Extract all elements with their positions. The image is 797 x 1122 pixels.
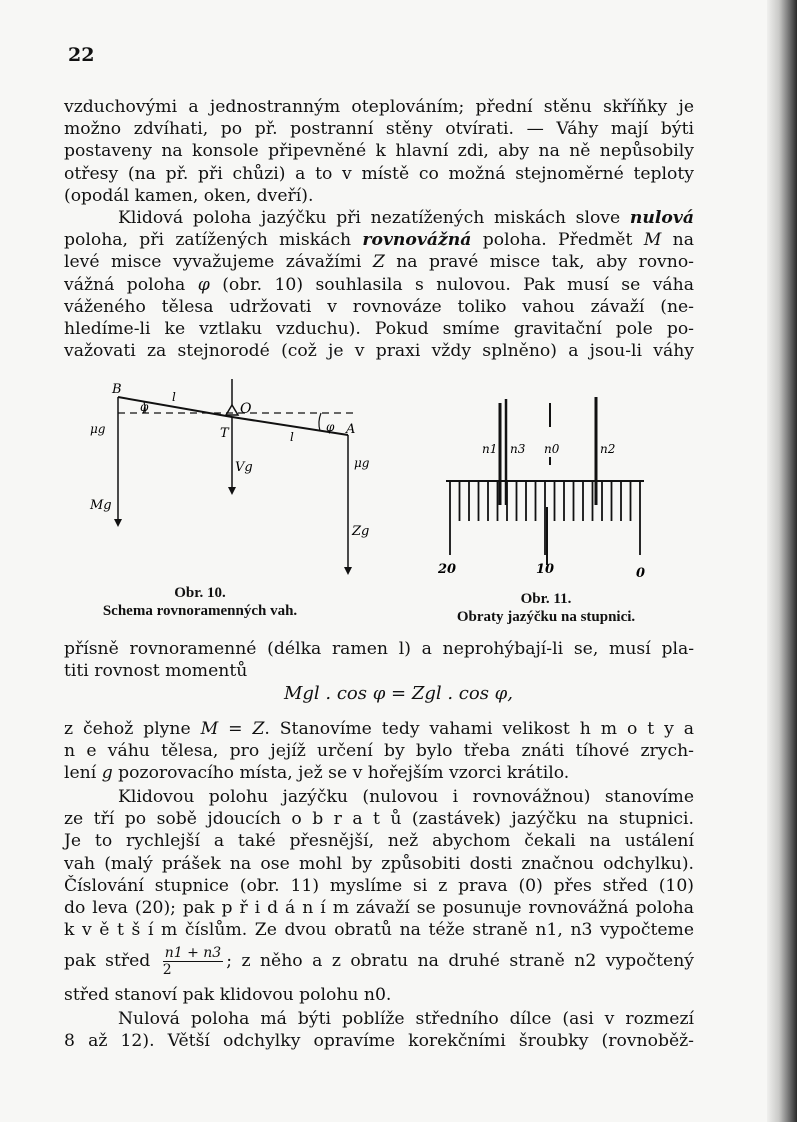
label-A: A [346, 422, 356, 437]
text-line: titi rovnost momentů [64, 661, 248, 682]
arrow-icon [114, 519, 122, 527]
paragraph-5-fraction-line [64, 945, 694, 978]
binding-shadow [767, 0, 797, 1122]
caption-title: Obr. 11. [520, 591, 572, 607]
text-line: 8 až 12). Větší odchylky opravíme korekčními šroubky (rovnoběž- [64, 1031, 694, 1052]
text-line: Nulová poloha má býti poblíže středního dílce (asi v rozmezí [118, 1009, 694, 1029]
text-line: važovati za stejnorodé (což je v praxi vždy splněno) a jsou-li váhy [64, 341, 694, 362]
text-line: vah (malý prášek na ose mohl by způsobiti dosti značnou odchylku). [64, 853, 694, 874]
label-l-right: l [290, 430, 294, 444]
page-number: 22 [68, 44, 95, 66]
paragraph-1-end [64, 185, 694, 207]
paragraph-5 [64, 786, 694, 941]
label-phi-right: φ [326, 420, 335, 434]
label-n3: n3 [510, 442, 526, 456]
caption-text: Schema rovnoramenných vah. [102, 603, 298, 619]
text-line: Klidovou polohu jazýčku (nulovou i rovnovážnou) stanovíme [118, 787, 694, 807]
label-O: O [240, 401, 252, 417]
paragraph-3 [64, 638, 694, 660]
arrow-icon [344, 567, 352, 575]
paragraph-1 [64, 96, 694, 185]
text-line: lení g pozorovacího místa, jež se v hořejším vzorci krátilo. [64, 763, 570, 784]
label-Mg: Mg [90, 498, 112, 513]
figure-10-caption [100, 584, 300, 620]
moment-equation: Mgl . cos φ = Zgl . cos φ, [283, 683, 514, 704]
paragraph-3-end [64, 660, 694, 682]
caption-title: Obr. 10. [174, 585, 226, 601]
text-line: Klidová poloha jazýčku při nezatížených miskách slove nulová [118, 208, 694, 228]
paragraph-4 [64, 718, 694, 762]
label-B: B [112, 382, 122, 397]
label-T: T [220, 426, 229, 441]
label-phi-left: φ [140, 400, 149, 414]
text-line: n e váhu tělesa, pro jejíž určení by bylo třeba znáti tíhové zrych- [64, 741, 694, 762]
scale-label-0: 0 [636, 566, 646, 581]
text-line: do leva (20); pak p ř i d á n í m závaží se posunuje rovnovážná poloha [64, 898, 694, 919]
text-line: z čehož plyne M = Z. Stanovíme tedy vahami velikost h m o t y a [64, 719, 694, 739]
label-Zg: Zg [352, 524, 370, 539]
text-line: levé misce vyvažujeme závažími Z na pravé misce tak, aby rovno- [64, 252, 694, 273]
text-line: k v ě t š í m číslům. Ze dvou obratů na téže straně n1, n3 vypočteme [64, 920, 694, 941]
label-l-left: l [172, 390, 176, 404]
text-line: vážná poloha φ (obr. 10) souhlasila s nulovou. Pak musí se váha [64, 274, 694, 295]
text-line: hledíme-li ke vztlaku vzduchu). Pokud smíme gravitační pole po- [64, 319, 694, 340]
text-line: ze tří po sobě jdoucích o b r a t ů (zastávek) jazýčku na stupnici. [64, 809, 694, 830]
paragraph-2 [64, 207, 694, 362]
scale-ticks [450, 481, 640, 555]
paragraph-4-end [64, 762, 694, 784]
label-mu-g-right: μg [354, 456, 370, 470]
text-line: Je to rychlejší a také přesnější, než abychom čekali na ustálení [64, 831, 694, 852]
text-line: poloha, při zatížených miskách rovnovážná poloha. Předmět M na [64, 230, 694, 251]
fraction: $\frac{n1 + n3}{2}$ [162, 945, 222, 978]
scale-label-10: 10 [536, 562, 555, 577]
text-line: postaveny na konsole připevněné k hlavní zdi, aby na ně nepůsobily [64, 141, 694, 162]
paragraph-5-end [64, 984, 694, 1006]
text-line: vzduchovými a jednostranným oteplováním; přední stěnu skříňky je [64, 97, 694, 117]
figure-11-scale [430, 395, 670, 590]
text-line: Číslování stupnice (obr. 11) myslíme si z prava (0) přes střed (10) [64, 875, 694, 896]
label-n0: n0 [544, 442, 560, 456]
label-Vg: Vg [235, 460, 253, 475]
figure-10-balance-schema [80, 375, 380, 585]
label-n2: n2 [600, 442, 616, 456]
text-line: otřesy (na př. při chůzi) a to v místě co možná stejnoměrné teploty [64, 163, 694, 184]
text-line: (opodál kamen, oken, dveří). [64, 185, 314, 206]
label-mu-g-left: μg [90, 422, 106, 436]
caption-text: Obraty jazýčku na stupnici. [456, 609, 636, 625]
scale-label-20: 20 [438, 562, 457, 577]
label-n1: n1 [482, 442, 498, 456]
text-line: váženého tělesa udržovati v rovnováze toliko vahou závaží (ne- [64, 296, 694, 317]
angle-arc-right [319, 413, 321, 431]
text-line: pak střed $\frac{n1 + n3}{2}$ ; z něho a z obratu na druhé straně n2 vypočtený [64, 945, 694, 978]
arrow-icon [228, 487, 236, 495]
paragraph-6 [64, 1008, 694, 1052]
text-line: přísně rovnoramenné (délka ramen l) a neprohýbají-li se, musí pla- [64, 639, 694, 659]
text-line: možno zdvíhati, po př. postranní stěny otvírati. — Váhy mají býti [64, 119, 694, 140]
text-line: střed stanoví pak klidovou polohu n0. [64, 985, 392, 1005]
figure-11-caption [430, 590, 662, 626]
